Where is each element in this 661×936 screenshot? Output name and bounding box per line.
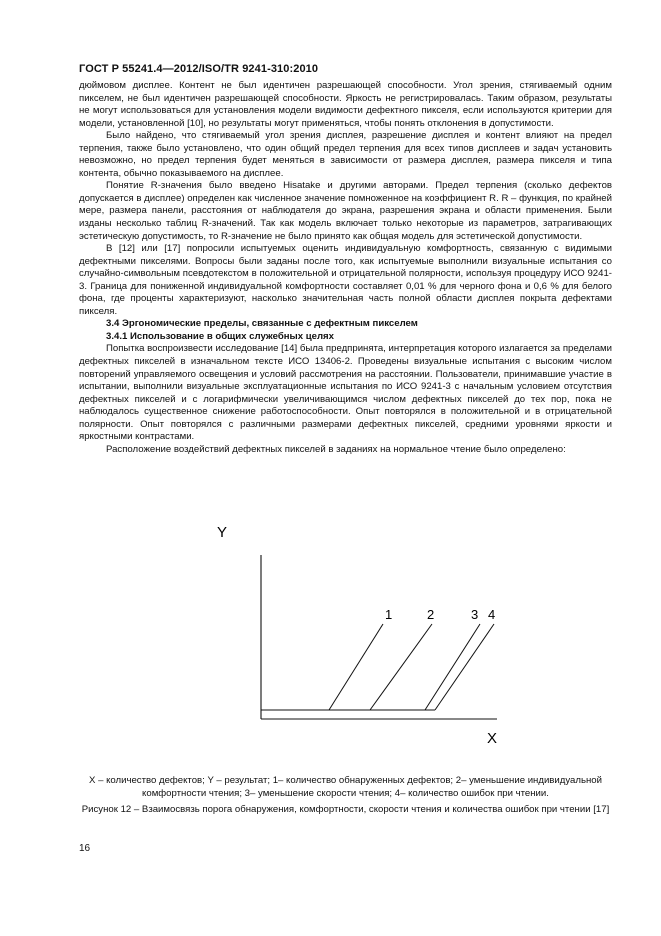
curve-label-4: 4 [488,607,496,622]
page-number: 16 [79,843,91,854]
curve-label-1: 1 [385,607,393,622]
figure-12-diagram [200,520,520,770]
curve-2 [370,624,432,710]
paragraph: Расположение воздействий дефектных пикселей в заданиях на нормальное чтение было определено: [106,443,566,455]
figure-caption [79,775,612,817]
figure-title: Рисунок 12 – Взаимосвязь порога обнаружения, комфортности, скорости чтения и количества ошибок при чтении [17] [81,804,610,815]
standard-header: ГОСТ Р 55241.4—2012/ISO/TR 9241-310:2010 [79,63,319,75]
figure-legend: X – количество дефектов; Y – результат; 1– количество обнаруженных дефектов; 2– уменьшение индивидуальной комфортности чтения; 3– уменьшение скорости чтения; 4– количество ошибок при чтении. [89,775,602,799]
y-axis-label: Y [217,524,228,541]
curve-1 [329,624,383,710]
curve-label-3: 3 [471,607,479,622]
curve-label-2: 2 [427,607,435,622]
paragraph: Было найдено, что стягиваемый угол зрения дисплея, разрешение дисплея и контент влияют на предел терпения, также было установлено, что один общий предел терпения для всех типов дисплеев и задач установить невозможно, но предел терпения будет меняться в зависимости от размера дисплея, размера пикселя и типа контента, обычно показываемого на дисплее. [79,130,612,179]
body-text [79,80,612,456]
paragraph: В [12] или [17] попросили испытуемых оценить индивидуальную комфортность, связанную с видимыми дефектными пикселями. Вопросы были заданы после того, как испытуемые выполнили визуальные испытания со случайно-символьным псевдотекстом в положительной и отрицательной полярности, используя процедуру ИСО 9241-3. Граница для пониженной индивидуальной комфортности составляет 0,01 % для черного фона и 0,6 % для белого фона, где проценты характеризуют, насколько значительная часть полной области дисплея покрыта дефектами пикселя. [79,243,612,317]
paragraph: дюймовом дисплее. Контент не был идентичен разрешающей способности. Угол зрения, стягиваемый одним пикселем, не был идентичен разрешающей способности. Яркость не регистрировалась. Таким образом, результаты не могут использоваться для установления модели видимости дефектного пикселя, если используются критерии для модели, установленной [10], но результаты могут применяться, чтобы понять отклонения в допустимости. [79,80,612,129]
curve-4 [435,624,494,710]
subsection-heading: 3.4.1 Использование в общих служебных целях [106,330,334,342]
paragraph: Понятие R-значения было введено Hisatake и другими авторами. Предел терпения (сколько дефектов допускается в дисплее) определен как численное значение помноженное на коэффициент R. R – функция, по крайней мере, размера панели, расстояния от наблюдателя до экрана, разрешения экрана и области применения. Были изданы несколько таблиц R-значений. Так как модель включает только некоторые из параметров, затрагивающих эстетическую допустимость, то R-значение не было принято как общая модель для эстетической допустимости. [79,180,612,242]
paragraph: Попытка воспроизвести исследование [14] была предпринята, интерпретация которого излагается за пределами дефектных пикселей в изначальном тексте ИСО 13406-2. Проведены визуальные испытания с высоким числом повторений управляемого освещения и условий рассмотрения на расстоянии. Пользователи, принимавшие участие в испытании, выполнили визуальные эксплуатационные испытания по ИСО 9241-3 с начальным условием отсутствия дефектных пикселей и с логарифмически увеличивающимся числом дефектных пикселей до тех пор, пока не наблюдалось существенное снижение работоспособности. Опыт повторялся в положительной и в отрицательной полярности. Опыт повторялся с различными размерами дефектных пикселей, средними уровнями яркости и яркостными контрастами. [79,343,612,443]
x-axis-label: X [487,730,498,747]
curve-3 [425,624,480,710]
section-heading: 3.4 Эргономические пределы, связанные с дефектным пикселем [106,318,418,330]
